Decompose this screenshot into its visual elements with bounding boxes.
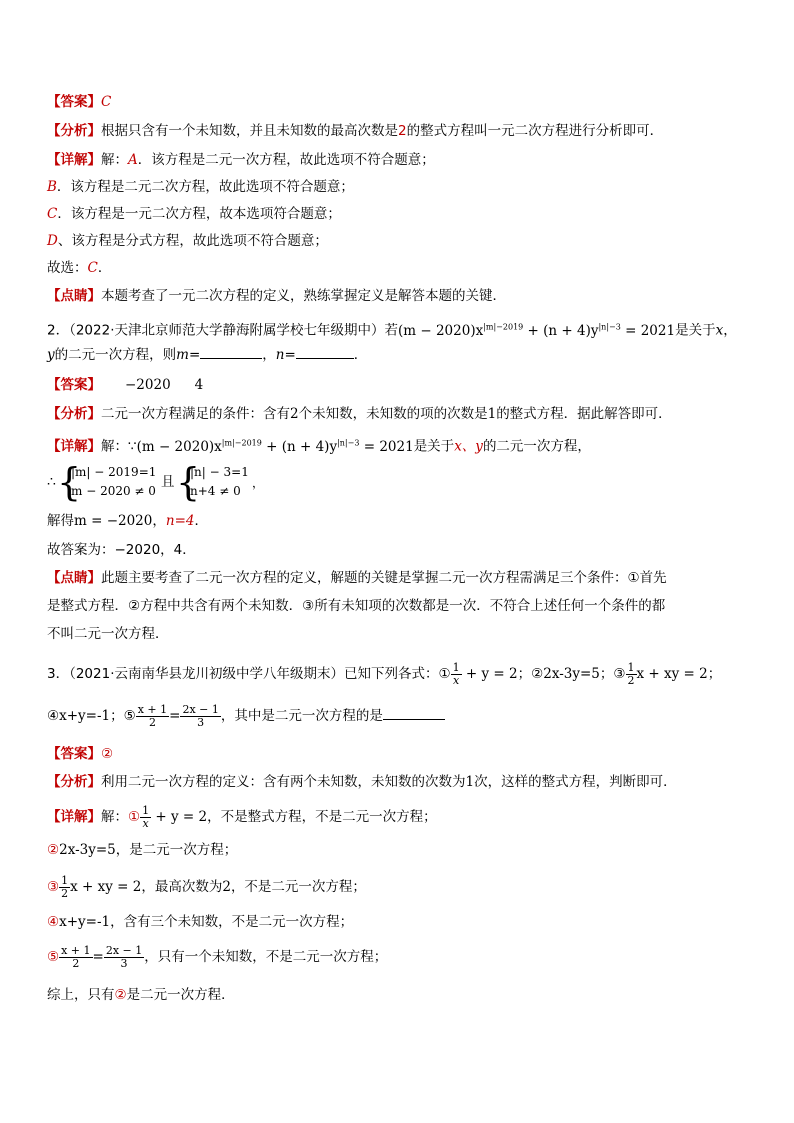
question-stem: ，其中是二元一次方程的是 — [220, 708, 383, 724]
q2-stem-line1 — [47, 317, 737, 341]
q1-detail-c — [47, 204, 341, 224]
equals-sign: = — [169, 708, 181, 724]
conclusion-text: 综上，只有 — [47, 987, 115, 1003]
analysis-text: 二元一次方程满足的条件：含有 — [101, 406, 290, 422]
item-number: ② — [114, 987, 127, 1003]
fraction: $\frac{2x - 1}{3}$ — [182, 702, 219, 729]
q3-stem-line1 — [47, 657, 721, 691]
punct: ， — [152, 513, 166, 529]
q2-so-answer — [47, 540, 196, 560]
comment-text: 本题考查了一元二次方程的定义，熟练掌握定义是解答本题的关键． — [101, 288, 506, 304]
fraction: $\frac{2x - 1}{3}$ — [105, 943, 143, 970]
expression: 2x-3y=5 — [543, 666, 600, 682]
answer-blank-m[interactable] — [200, 346, 262, 359]
expression: x + xy = 2 — [70, 879, 142, 895]
detail-label: 【详解】 — [47, 438, 101, 455]
q1-detail-b — [47, 177, 354, 197]
answer-value: ② — [101, 746, 114, 762]
detail-text: ．该方程是二元二次方程，故此选项不符合题意； — [56, 179, 354, 195]
punct: ； — [110, 708, 124, 724]
comment-text: 是整式方程．②方程中共含有两个未知数．③所有未知项的次数都是一次．不符合上述任何一个条件的都 — [47, 598, 666, 614]
analysis-label: 【分析】 — [47, 406, 101, 422]
comment-label: 【点睛】 — [47, 570, 101, 586]
punct: ； — [517, 666, 532, 682]
expression: 2x-3y=5 — [59, 842, 116, 858]
left-brace: { — [176, 460, 201, 504]
answer-summary: 故答案为：−2020，4． — [47, 542, 196, 558]
item-number: ② — [47, 842, 60, 858]
variable: x — [715, 322, 724, 339]
analysis-label: 【分析】 — [47, 123, 101, 139]
item-number: ① — [128, 809, 141, 825]
therefore-sign: ∴ — [47, 474, 56, 490]
q3-stem-line2 — [47, 699, 445, 733]
detail-text: ，最高次数为 — [141, 879, 223, 895]
q1-analysis-line — [47, 121, 663, 141]
punct: ． — [353, 347, 368, 363]
q3-conclusion — [47, 985, 235, 1005]
detail-text: 解：∵ — [101, 438, 137, 455]
variable: n — [275, 347, 285, 363]
detail-label: 【详解】 — [47, 809, 101, 825]
q1-detail-line — [47, 150, 435, 170]
equals-sign: = — [92, 949, 104, 965]
expression: x + xy = 2 — [636, 666, 708, 682]
analysis-text: 次，这样的整式方程，判断即可． — [474, 774, 677, 790]
detail-text: ，不是二元一次方程； — [230, 879, 366, 895]
comment-text: 不叫二元一次方程． — [47, 626, 169, 642]
punct: ． — [194, 513, 208, 529]
option-label: A — [128, 152, 138, 168]
detail-text: 是关于 — [413, 438, 455, 455]
expression: x+y=-1 — [59, 914, 111, 930]
condition: |m| − 2019=1 — [71, 465, 157, 479]
fraction: $\frac{1}{x}$ — [142, 803, 150, 830]
analysis-text: 的整式方程叫一元二次方程进行分析即可． — [406, 123, 664, 139]
detail-text: ，含有三个未知数，不是二元一次方程； — [110, 914, 354, 930]
analysis-text: 的整式方程．据此解答即可． — [496, 406, 672, 422]
analysis-number: 1 — [465, 774, 475, 790]
answer-value: 4 — [194, 377, 204, 393]
answer-blank-n[interactable] — [296, 346, 354, 359]
condition-system — [47, 462, 267, 504]
q2-answer-line — [47, 375, 203, 395]
q2-solve — [47, 511, 208, 531]
answer-blank[interactable] — [383, 707, 445, 720]
q2-comment-2 — [47, 596, 665, 616]
fraction: $\frac{x + 1}{2}$ — [137, 702, 168, 729]
question-stem: ， — [723, 322, 737, 339]
item-number: ④ — [47, 914, 60, 930]
item-number: ④ — [47, 708, 60, 724]
detail-text: ，不是整式方程，不是二元一次方程； — [207, 809, 437, 825]
question-stem: 的二元一次方程，则 — [54, 347, 177, 363]
expression: + y = 2 — [151, 809, 208, 825]
q1-answer-line — [47, 92, 111, 112]
answer-label: 【答案】 — [47, 377, 101, 393]
equals-sign: = — [284, 347, 296, 363]
choose-value: C — [87, 260, 98, 276]
detail-number: 2 — [222, 879, 231, 895]
analysis-number: 2 — [290, 406, 299, 422]
q3-detail-4 — [47, 912, 353, 932]
q1-detail-d — [47, 231, 328, 251]
punct: ； — [599, 666, 614, 682]
q2-comment-1 — [47, 568, 667, 588]
fraction: $\frac{x + 1}{2}$ — [61, 943, 91, 970]
q1-comment — [47, 286, 506, 306]
detail-text: ，只有一个未知数，不是二元一次方程； — [144, 949, 388, 965]
comment-text: 此题主要考查了二元一次方程的定义，解题的关键是掌握二元一次方程需满足三个条件：①首先 — [101, 570, 667, 586]
item-number: ② — [531, 666, 544, 682]
item-number: ③ — [613, 666, 626, 682]
detail-label: 【详解】 — [47, 152, 101, 168]
solve-value: n=4 — [165, 513, 195, 529]
fraction: $\frac{1}{2}$ — [627, 660, 635, 687]
item-number: ⑤ — [123, 708, 136, 724]
answer-value: −2020 — [125, 377, 171, 393]
and-text: 且 — [161, 474, 175, 490]
q3-detail-3 — [47, 870, 366, 904]
analysis-label: 【分析】 — [47, 774, 101, 790]
analysis-text: 根据只含有一个未知数，并且未知数的最高次数是 — [101, 123, 398, 139]
analysis-number: 1 — [487, 406, 497, 422]
q3-detail-1 — [47, 800, 437, 834]
equation: $(m - 2020)x^{|m|-2019} + (n + 4)y^{|n|-3} = 2021$ — [398, 322, 676, 339]
question-stem: 是关于 — [675, 322, 716, 339]
item-number: ① — [438, 666, 451, 682]
expression: x+y=-1 — [59, 708, 111, 724]
option-label: C — [47, 206, 58, 222]
left-brace: { — [57, 460, 82, 504]
fraction: $\frac{1}{2}$ — [61, 873, 69, 900]
detail-text: ，是二元一次方程； — [115, 842, 238, 858]
answer-value: C — [101, 94, 112, 110]
punct: ， — [262, 347, 276, 363]
q1-choose — [47, 258, 111, 278]
q3-detail-2 — [47, 840, 237, 860]
detail-text: ．该方程是二元一次方程，故此选项不符合题意； — [137, 152, 435, 168]
option-label: B — [47, 179, 57, 195]
analysis-text: 利用二元一次方程的定义：含有两个未知数，未知数的次数为 — [101, 774, 466, 790]
fraction: $\frac{1}{x}$ — [452, 660, 460, 687]
answer-label: 【答案】 — [47, 746, 101, 762]
punct: ， — [252, 476, 265, 490]
variable: y — [47, 347, 55, 363]
question-stem: 2．（2022·天津北京师范大学静海附属学校七年级期中）若 — [47, 322, 398, 339]
equation: $(m - 2020)x^{|m|-2019} + (n + 4)y^{|n|-3} = 2021$ — [136, 438, 414, 455]
q2-stem-line2 — [47, 345, 367, 365]
detail-text: 的二元一次方程， — [482, 438, 591, 455]
q3-analysis-line — [47, 772, 677, 792]
analysis-number: 2 — [398, 123, 407, 139]
choose-text: ． — [97, 260, 112, 276]
solve-value: m = −2020 — [74, 513, 153, 529]
punct: ； — [707, 666, 722, 682]
condition: m − 2020 ≠ 0 — [71, 484, 156, 498]
solve-text: 解得 — [47, 513, 74, 529]
expression: + y = 2 — [461, 666, 518, 682]
q2-analysis-line — [47, 404, 672, 424]
answer-label: 【答案】 — [47, 94, 101, 110]
choose-text: 故选： — [47, 260, 88, 276]
condition: n+4 ≠ 0 — [190, 484, 241, 498]
detail-text: 解： — [101, 152, 128, 168]
detail-text: ．该方程是一元二次方程，故本选项符合题意； — [57, 206, 341, 222]
variables: x、y — [454, 438, 483, 455]
q3-detail-5 — [47, 940, 387, 974]
variable: m — [176, 347, 189, 363]
analysis-text: 个未知数，未知数的项的次数是 — [298, 406, 488, 422]
condition: |n| − 3=1 — [190, 465, 249, 479]
q2-comment-3 — [47, 624, 169, 644]
detail-text: 解： — [101, 809, 128, 825]
item-number: ③ — [47, 879, 60, 895]
question-stem: 3．（2021·云南南华县龙川初级中学八年级期末）已知下列各式： — [47, 666, 439, 682]
q2-detail-line — [47, 433, 591, 457]
detail-text: 、该方程是分式方程，故此选项不符合题意； — [57, 233, 328, 249]
equals-sign: = — [188, 347, 201, 363]
option-label: D — [47, 233, 58, 249]
item-number: ⑤ — [47, 949, 60, 965]
q3-answer-line — [47, 744, 113, 764]
comment-label: 【点睛】 — [47, 288, 101, 304]
conclusion-text: 是二元一次方程． — [126, 987, 235, 1003]
